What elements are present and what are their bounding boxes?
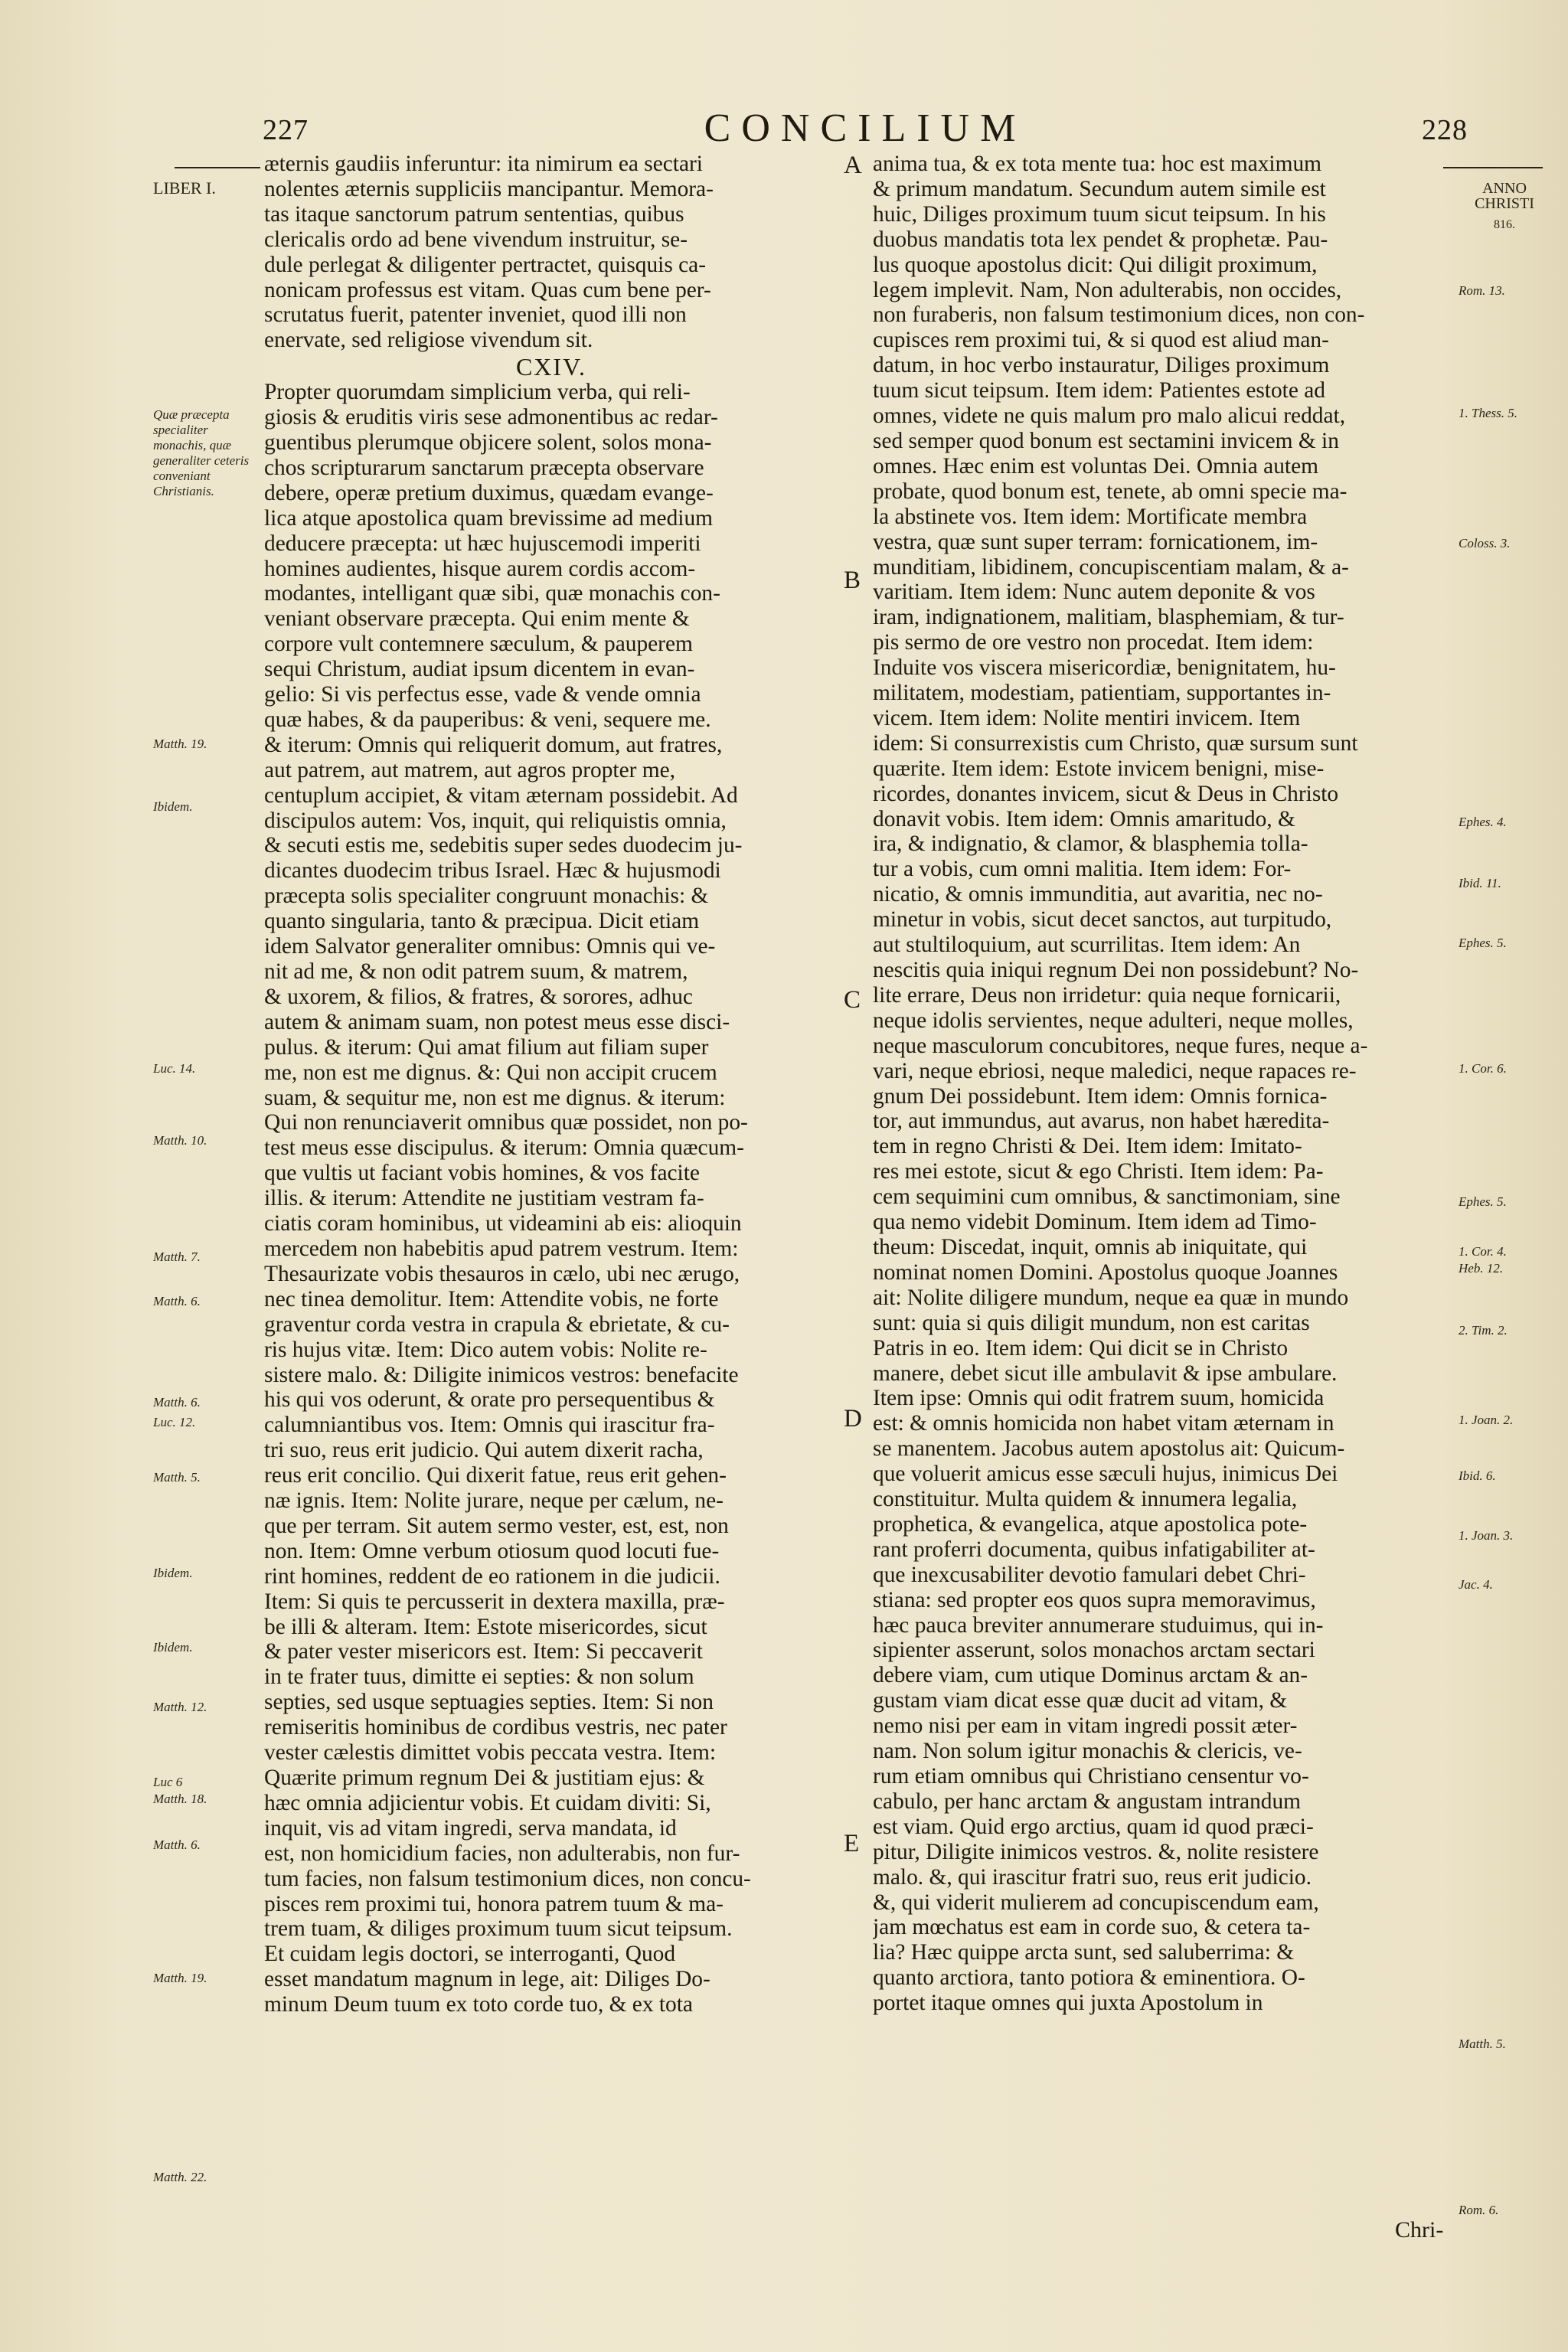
text-line: lia? Hæc quippe arcta sunt, sed saluberrima: & <box>873 1940 1295 1965</box>
text-line: discipulos autem: Vos, inquit, qui reliquistis omnia, <box>264 808 727 833</box>
text-line: neque idolis servientes, neque adulteri, neque molles, <box>873 1008 1354 1033</box>
section-letter: E <box>844 1830 860 1857</box>
text-line: ciatis coram hominibus, ut videamini ab eis: alioquin <box>264 1211 742 1236</box>
scripture-reference: Heb. 12. <box>1459 1261 1504 1276</box>
text-line: dicantes duodecim tribus Israel. Hæc & hujusmodi <box>264 858 721 884</box>
text-line: est viam. Quid ergo arctius, quam id quod præci- <box>873 1814 1314 1839</box>
text-line: deducere præcepta: ut hæc hujuscemodi imperiti <box>264 531 701 556</box>
text-line: esset mandatum magnum in lege, ait: Diliges Do- <box>264 1967 710 1992</box>
right-column-text <box>873 152 1447 2016</box>
text-line: probate, quod bonum est, tenete, ab omni specie ma- <box>873 479 1348 504</box>
text-line: tem in regno Christi & Dei. Item idem: Imitato- <box>873 1134 1302 1159</box>
text-line: pis sermo de ore vestro non procedat. Item idem: <box>873 630 1314 655</box>
text-line: enervate, sed religiose vivendum sit. <box>264 328 593 353</box>
text-line: jam mœchatus est eam in corde suo, & cetera ta- <box>873 1915 1311 1940</box>
scripture-reference: 2. Tim. 2. <box>1459 1323 1508 1338</box>
text-line: nit ad me, & non odit patrem suum, & matrem, <box>264 959 688 984</box>
left-margin-rule <box>175 167 260 168</box>
text-line: nec tinea demolitur. Item: Attendite vobis, ne forte <box>264 1286 719 1312</box>
text-line: Propter quorumdam simplicium verba, qui reli- <box>264 380 691 405</box>
text-line: dule perlegat & diligenter pertractet, quisquis ca- <box>264 252 706 277</box>
text-line: calumniantibus vos. Item: Omnis qui irascitur fra- <box>264 1413 715 1438</box>
scripture-reference: 1. Thess. 5. <box>1459 406 1517 420</box>
text-line: ait: Nolite diligere mundum, neque ea quæ in mundo <box>873 1285 1349 1310</box>
right-page-number: 228 <box>1422 114 1468 146</box>
text-line: neque masculorum concubitores, neque fures, neque a- <box>873 1033 1368 1058</box>
text-line: manere, debet sicut ille ambulavit & ipse ambulare. <box>873 1361 1338 1386</box>
text-line: ricordes, donantes invicem, sicut & Deus in Christo <box>873 781 1339 806</box>
text-line: sed semper quod bonum est sectamini invicem & in <box>873 428 1339 453</box>
text-line: sequi Christum, audiat ipsum dicentem in evan- <box>264 657 695 682</box>
right-margin-rule <box>1443 167 1543 168</box>
text-line: nominat nomen Domini. Apostolus quoque Joannes <box>873 1259 1338 1285</box>
text-line: gelio: Si vis perfectus esse, vade & vende omnia <box>264 682 701 707</box>
left-column-text-before-chapter <box>264 152 838 353</box>
scripture-reference: Matth. 7. <box>153 1250 201 1264</box>
text-line: clericalis ordo ad bene vivendum instruitur, se- <box>264 227 688 252</box>
scripture-reference: Jac. 4. <box>1459 1577 1493 1592</box>
text-line: huic, Diliges proximum tuum sicut teipsum. In his <box>873 201 1326 227</box>
text-line: veniant observare præcepta. Qui enim mente & <box>264 606 690 632</box>
scripture-reference: 1. Cor. 4. <box>1459 1244 1507 1259</box>
text-line: lus quoque apostolus dicit: Qui diligit proximum, <box>873 252 1318 277</box>
text-line: graventur corda vestra in crapula & ebrietate, & cu- <box>264 1312 730 1337</box>
text-line: rum etiam omnibus qui Christiano censentur vo- <box>873 1764 1309 1788</box>
section-letter: D <box>844 1405 862 1432</box>
text-line: sipienter asserunt, solos monachos arctam sectari <box>873 1638 1315 1663</box>
text-line: qua nemo videbit Dominum. Item idem ad Timo- <box>873 1210 1317 1235</box>
text-line: tor, aut immundus, aut avarus, non habet hæredita- <box>873 1109 1330 1134</box>
text-line: debere viam, cum utique Dominus arctam & an- <box>873 1663 1308 1688</box>
text-line: Et cuidam legis doctori, se interroganti, Quod <box>264 1942 676 1967</box>
text-line: ris hujus vitæ. Item: Dico autem vobis: Nolite re- <box>264 1337 707 1362</box>
text-line: in te frater tuus, dimitte ei septies: & non solum <box>264 1664 694 1690</box>
scripture-reference: Ephes. 5. <box>1459 936 1507 950</box>
text-line: portet itaque omnes qui juxta Apostolum in <box>873 1991 1263 2016</box>
text-line: cupisces rem proximi tui, & si quod est aliud man- <box>873 328 1329 353</box>
scripture-reference: Ibidem. <box>153 1640 193 1655</box>
anno-christi-year: 816. <box>1494 218 1515 231</box>
text-line: test meus esse discipulus. & iterum: Omnia quæcum- <box>264 1135 744 1161</box>
text-line: aut stultiloquium, aut scurrilitas. Item idem: An <box>873 933 1301 958</box>
text-line: que vultis ut faciant vobis homines, & vos facite <box>264 1161 700 1186</box>
text-line: theum: Discedat, inquit, omnis ab iniquitate, qui <box>873 1234 1308 1259</box>
text-line: Induite vos viscera misericordiæ, benignitatem, hu- <box>873 655 1336 681</box>
text-line: pitur, Diligite inimicos vestros. &, nolite resistere <box>873 1839 1319 1864</box>
scripture-reference: Matth. 6. <box>153 1294 201 1308</box>
scripture-reference: Matth. 6. <box>153 1395 201 1410</box>
left-column-text-after-chapter <box>264 380 838 2017</box>
text-line: mercedem non habebitis apud patrem vestrum. Item: <box>264 1236 739 1261</box>
scripture-reference: Matth. 5. <box>153 1470 201 1485</box>
text-line: prophetica, & evangelica, atque apostolica pote- <box>873 1511 1308 1537</box>
text-line: guentibus plerumque objicere solent, solos mona- <box>264 430 712 455</box>
scripture-reference: Matth. 22. <box>153 2170 207 2184</box>
text-line: corpore vult contemnere sæculum, & pauperem <box>264 632 693 657</box>
text-line: nescitis quia iniqui regnum Dei non possidebunt? No- <box>873 958 1359 982</box>
text-line: minetur in vobis, sicut decet sanctos, aut turpitudo, <box>873 907 1332 933</box>
text-line: rint homines, reddent de eo rationem in die judicii. <box>264 1563 720 1589</box>
scripture-reference: Matth. 10. <box>153 1133 207 1148</box>
text-line: hæc pauca breviter annumerare studuimus, qui in- <box>873 1612 1324 1638</box>
chapter-number: CXIV. <box>515 353 587 381</box>
text-line: chos scripturarum sanctarum præcepta observare <box>264 455 704 480</box>
text-line: nemo nisi per eam in vitam ingredi possit æter- <box>873 1713 1298 1739</box>
scripture-reference: Matth. 12. <box>153 1700 207 1714</box>
chapter-summary-note: Quæ præcepta specialiter monachis, quæ generaliter ceteris conveniant Christianis. <box>153 407 250 498</box>
text-line: pulus. & iterum: Qui amat filium aut filiam super <box>264 1034 709 1060</box>
scripture-reference: Ibid. 6. <box>1459 1468 1496 1483</box>
text-line: gnum Dei possidebunt. Item idem: Omnis fornica- <box>873 1083 1328 1109</box>
text-line: est, non homicidium facies, non adulterabis, non fur- <box>264 1841 740 1866</box>
left-text-column <box>264 152 838 2234</box>
text-line: Thesaurizate vobis thesauros in cælo, ubi nec ærugo, <box>264 1261 740 1286</box>
text-line: quæ habes, & da pauperibus: & veni, sequere me. <box>264 707 711 732</box>
right-text-column <box>873 152 1447 2234</box>
text-line: & uxorem, & filios, & fratres, & sorores, adhuc <box>264 984 693 1009</box>
text-line: nam. Non solum igitur monachis & clericis, ve- <box>873 1739 1302 1764</box>
text-line: lite errare, Deus non irridetur: quia neque fornicarii, <box>873 982 1341 1008</box>
text-line: legem implevit. Nam, Non adulterabis, non occides, <box>873 277 1342 302</box>
text-line: tas itaque sanctorum patrum sententias, quibus <box>264 201 684 227</box>
text-line: quanto arctiora, tanto potiora & eminentiora. O- <box>873 1965 1305 1991</box>
text-line: debere, operæ pretium duximus, quædam evange- <box>264 480 714 505</box>
text-line: datum, in hoc verbo instauratur, Diliges proximum <box>873 353 1330 378</box>
scripture-reference: 1. Joan. 2. <box>1459 1413 1514 1427</box>
section-letter: A <box>844 152 862 179</box>
section-letter: C <box>844 986 861 1014</box>
text-line: stiana: sed propter eos quos supra memoravimus, <box>873 1587 1316 1612</box>
section-letter: B <box>844 567 861 594</box>
text-line: Patris in eo. Item idem: Qui dicit se in Christo <box>873 1335 1289 1361</box>
text-line: que voluerit amicus esse sæculi hujus, inimicus Dei <box>873 1462 1338 1487</box>
scripture-reference: Matth. 5. <box>1459 2037 1506 2051</box>
text-line: malo. &, qui irascitur fratri suo, reus erit judicio. <box>873 1864 1312 1890</box>
scripture-reference: Luc. 12. <box>153 1415 196 1429</box>
text-line: varitiam. Item idem: Nunc autem deponite & vos <box>873 580 1315 605</box>
text-line: Quærite primum regnum Dei & justitiam ejus: & <box>264 1766 705 1790</box>
text-line: la abstinete vos. Item idem: Mortificate membra <box>873 504 1308 529</box>
text-line: nonicam professus est vitam. Quas cum bene per- <box>264 277 711 302</box>
text-line: omnes. Hæc enim est voluntas Dei. Omnia autem <box>873 453 1318 479</box>
text-line: & secuti estis me, sedebitis super sedes duodecim ju- <box>264 833 743 858</box>
text-line: gustam viam dicat esse quæ ducit ad vitam, & <box>873 1688 1288 1713</box>
text-line: & pater vester misericors est. Item: Si peccaverit <box>264 1639 703 1664</box>
text-line: constituitur. Multa quidem & innumera legalia, <box>873 1487 1298 1512</box>
scripture-reference: Coloss. 3. <box>1459 536 1511 550</box>
text-line: se manentem. Jacobus autem apostolus ait: Quicum- <box>873 1436 1345 1462</box>
text-line: nolentes æternis suppliciis mancipantur. Memora- <box>264 176 714 201</box>
text-line: lica atque apostolica quam brevissime ad medium <box>264 505 714 531</box>
text-line: pisces rem proximi tui, honora patrem tuum & ma- <box>264 1891 724 1916</box>
text-line: giosis & eruditis viris sese admonentibus ac redar- <box>264 405 718 430</box>
text-line: munditiam, libidinem, concupiscentiam malam, & a- <box>873 554 1349 580</box>
text-line: cem sequimini cum omnibus, & sanctimoniam, sine <box>873 1184 1341 1210</box>
text-line: que inexcusabiliter devotio famulari debet Chri- <box>873 1562 1306 1587</box>
text-line: sistere malo. &: Diligite inimicos vestros: benefacite <box>264 1362 739 1387</box>
text-line: iram, indignationem, malitiam, blasphemiam, & tur- <box>873 605 1344 630</box>
scripture-reference: Ibid. 11. <box>1459 876 1501 890</box>
text-line: æternis gaudiis inferuntur: ita nimirum ea sectari <box>264 152 703 176</box>
text-line: suam, & sequitur me, non est me dignus. & iterum: <box>264 1085 726 1110</box>
text-line: cabulo, per hanc arctam & angustam intrandum <box>873 1788 1302 1814</box>
text-line: est: & omnis homicida non habet vitam æternam in <box>873 1411 1334 1436</box>
text-line: res mei estote, sicut & ego Christi. Item idem: Pa- <box>873 1159 1324 1184</box>
text-line: anima tua, & ex tota mente tua: hoc est maximum <box>873 152 1322 176</box>
scripture-reference: Luc. 14. <box>153 1061 196 1076</box>
text-line: centuplum accipiet, & vitam æternam possidebit. Ad <box>264 782 738 808</box>
text-line: tur a vobis, cum omni malitia. Item idem: For- <box>873 857 1292 882</box>
text-line: remiseritis hominibus de cordibus vestris, nec pater <box>264 1715 727 1740</box>
text-line: reus erit concilio. Qui dixerit fatue, reus erit gehen- <box>264 1463 727 1488</box>
text-line: vicem. Item idem: Nolite mentiri invicem. Item <box>873 705 1301 730</box>
scripture-reference: Matth. 6. <box>153 1838 201 1852</box>
catchword: Chri- <box>1395 2217 1444 2243</box>
scripture-reference: Matth. 19. <box>153 737 207 751</box>
scripture-reference: Ibidem. <box>153 1566 193 1580</box>
left-page-number: 227 <box>263 114 309 146</box>
text-line: idem Salvator generaliter omnibus: Omnis qui ve- <box>264 934 716 959</box>
text-line: &, qui viderit mulierem ad concupiscendum eam, <box>873 1890 1319 1915</box>
text-line: Item ipse: Omnis qui odit fratrem suum, homicida <box>873 1386 1325 1411</box>
scripture-reference: Matth. 18. <box>153 1792 207 1806</box>
scripture-reference: 1. Joan. 3. <box>1459 1528 1514 1543</box>
text-line: aut patrem, aut matrem, aut agros propter me, <box>264 757 675 782</box>
scripture-reference: Ephes. 5. <box>1459 1194 1507 1209</box>
text-line: modantes, intelligant quæ sibi, quæ monachis con- <box>264 581 720 606</box>
scripture-reference: Rom. 13. <box>1459 283 1505 298</box>
text-line: donavit vobis. Item idem: Omnis amaritudo, & <box>873 806 1295 831</box>
scripture-reference: Luc 6 <box>153 1775 183 1789</box>
text-line: minum Deum tuum ex toto corde tuo, & ex tota <box>264 1992 693 2017</box>
text-line: inquit, vis ad vitam ingredi, serva mandata, id <box>264 1815 677 1841</box>
text-line: & iterum: Omnis qui reliquerit domum, aut fratres, <box>264 732 723 757</box>
text-line: Qui non renunciaverit omnibus quæ possidet, non po- <box>264 1110 748 1135</box>
text-line: omnes, videte ne quis malum pro malo alicui reddat, <box>873 403 1346 429</box>
text-line: quanto singularia, tanto & præcipua. Dicit etiam <box>264 909 700 934</box>
text-line: scrutatus fuerit, patenter inveniet, quod illi non <box>264 302 687 328</box>
scripture-reference: Ibidem. <box>153 799 193 814</box>
text-line: præcepta solis specialiter congruunt monachis: & <box>264 884 709 909</box>
text-line: nicatio, & omnis immunditia, aut avaritia, nec no- <box>873 882 1323 907</box>
text-line: næ ignis. Item: Nolite jurare, neque per cælum, ne- <box>264 1488 724 1514</box>
text-line: non furaberis, non falsum testimonium dices, non con- <box>873 302 1365 328</box>
text-line: tuum sicut teipsum. Item idem: Patientes estote ad <box>873 378 1325 403</box>
scripture-reference: Rom. 6. <box>1459 2203 1499 2217</box>
anno-christi-label: ANNO CHRISTI <box>1475 180 1534 212</box>
text-line: tum facies, non falsum testimonium dices, non concu- <box>264 1866 751 1891</box>
running-title: CONCILIUM <box>704 106 1027 150</box>
text-line: duobus mandatis tota lex pendet & prophetæ. Pau- <box>873 227 1328 252</box>
text-line: non. Item: Omne verbum otiosum quod locuti fue- <box>264 1538 720 1563</box>
text-line: autem & animam suam, non potest meus esse disci- <box>264 1009 730 1034</box>
scripture-reference: 1. Cor. 6. <box>1459 1061 1507 1076</box>
text-line: septies, sed usque septuagies septies. Item: Si non <box>264 1690 714 1715</box>
text-line: illis. & iterum: Attendite ne justitiam vestram fa- <box>264 1186 704 1211</box>
scripture-reference: Matth. 19. <box>153 1971 207 1985</box>
text-line: rant proferri documenta, quibus infatigabiliter at- <box>873 1537 1315 1562</box>
text-line: vester cælestis dimittet vobis peccata vestra. Item: <box>264 1740 717 1766</box>
text-line: que per terram. Sit autem sermo vester, est, est, non <box>264 1513 729 1538</box>
text-line: be illi & alteram. Item: Estote misericordes, sicut <box>264 1614 707 1639</box>
text-line: tri suo, reus erit judicio. Qui autem dixerit racha, <box>264 1438 704 1463</box>
text-line: vestra, quæ sunt super terram: fornicationem, im- <box>873 529 1318 554</box>
text-line: quærite. Item idem: Estote invicem benigni, mise- <box>873 756 1325 781</box>
text-line: trem tuam, & diliges proximum tuum sicut teipsum. <box>264 1916 733 1942</box>
text-line: his qui vos oderunt, & orate pro persequentibus & <box>264 1387 715 1413</box>
text-line: sunt: quia si quis diligit mundum, non est caritas <box>873 1310 1310 1335</box>
text-line: idem: Si consurrexistis cum Christo, quæ sursum sunt <box>873 730 1358 756</box>
text-line: ira, & indignatio, & clamor, & blasphemia tolla- <box>873 831 1308 857</box>
book-label: LIBER I. <box>153 178 216 198</box>
text-line: homines audientes, hisque aurem cordis accom- <box>264 556 696 581</box>
text-line: me, non est me dignus. &: Qui non accipit crucem <box>264 1060 717 1085</box>
page-header <box>256 106 1474 152</box>
scripture-reference: Ephes. 4. <box>1459 815 1507 829</box>
text-line: Item: Si quis te percusserit in dextera maxilla, præ- <box>264 1589 725 1614</box>
text-line: & primum mandatum. Secundum autem simile est <box>873 176 1326 201</box>
text-line: vari, neque ebriosi, neque maledici, neque rapaces re- <box>873 1058 1357 1083</box>
text-line: militatem, modestiam, patientiam, supportantes in- <box>873 681 1331 706</box>
text-line: hæc omnia adjicientur vobis. Et cuidam diviti: Si, <box>264 1790 711 1815</box>
